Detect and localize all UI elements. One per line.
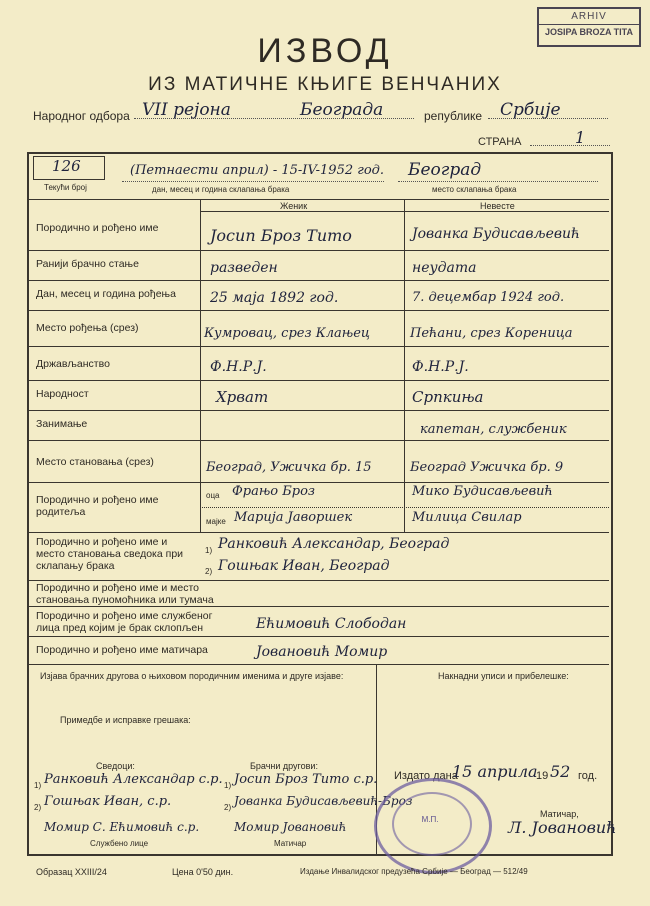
rule bbox=[29, 532, 609, 533]
bride-mother: Милица Свилар bbox=[412, 510, 522, 525]
official-sig-label: Службено лице bbox=[90, 839, 149, 848]
registrar-sig-label: Матичар bbox=[274, 839, 307, 848]
marriage-date-label: дан, месец и година склапања брака bbox=[152, 185, 290, 194]
groom-birthplace: Кумровац, срез Клањец bbox=[204, 326, 370, 341]
remarks-label: Примедбе и исправке грешака: bbox=[60, 715, 191, 725]
issued-year: 52 bbox=[550, 762, 571, 781]
marriage-date: (Петнаести април) - 15-IV-1952 год. bbox=[130, 163, 385, 178]
rule bbox=[29, 580, 609, 581]
issued-prefix: Издато дана bbox=[394, 770, 458, 782]
sig-row-1-number-spouse: 1) bbox=[224, 781, 232, 790]
witnesses-label: Породично и рођено име и место становања сведока при склапању брака bbox=[36, 536, 184, 572]
date-line bbox=[122, 181, 384, 182]
groom-nationality: Хрват bbox=[216, 388, 269, 406]
row-label-citizenship: Држављанство bbox=[36, 358, 110, 370]
groom-name: Јосип Броз Тито bbox=[210, 226, 352, 245]
rule bbox=[200, 507, 609, 508]
rule bbox=[29, 606, 609, 607]
column-bride: Невесте bbox=[480, 201, 515, 211]
signature-witness-1: Ранковић Александар с.р. bbox=[44, 772, 223, 787]
witness-1: Ранковић Александар, Београд bbox=[218, 536, 450, 552]
issued-suffix: год. bbox=[578, 770, 598, 782]
rule bbox=[29, 380, 609, 381]
row-label-name: Породично и рођено име bbox=[36, 222, 159, 234]
father-prefix: оца bbox=[206, 491, 220, 500]
marriage-place-label: место склапања брака bbox=[432, 185, 517, 194]
column-groom: Женик bbox=[280, 201, 308, 211]
groom-citizenship: Ф.Н.Р.Ј. bbox=[210, 359, 267, 375]
page-line bbox=[530, 145, 610, 146]
witness-2-number: 2) bbox=[205, 567, 213, 576]
rule bbox=[29, 482, 609, 483]
footer-price: Цена 0'50 дин. bbox=[172, 867, 234, 877]
row-label-occupation: Занимање bbox=[36, 418, 88, 430]
groom-residence: Београд, Ужичка бр. 15 bbox=[206, 460, 372, 475]
county-value: Београда bbox=[300, 100, 384, 120]
board-value: VII рејона bbox=[142, 100, 231, 120]
signature-witness-2: Гошњак Иван, с.р. bbox=[44, 794, 172, 809]
later-entries-label: Накнадни уписи и прибелешке: bbox=[438, 671, 569, 681]
registry-number-label: Текући број bbox=[44, 183, 87, 192]
row-label-birth-date: Дан, месец и година рођења bbox=[36, 288, 176, 300]
page-value: 1 bbox=[575, 128, 586, 147]
archive-stamp-line2: JOSIPA BROZA TITA bbox=[539, 24, 639, 40]
bride-birthplace: Пећани, срез Кореница bbox=[410, 326, 573, 341]
groom-prior-status: разведен bbox=[210, 260, 278, 276]
signature-registrar: Момир Јовановић bbox=[234, 820, 347, 834]
witness-1-number: 1) bbox=[205, 546, 213, 555]
witnesses-heading: Сведоци: bbox=[96, 761, 135, 771]
page-label: СТРАНА bbox=[478, 136, 522, 148]
official-value: Ећимовић Слободан bbox=[256, 616, 407, 632]
rule bbox=[29, 636, 609, 637]
seal-text: М.П. bbox=[421, 815, 439, 824]
sig-row-2-number-spouse: 2) bbox=[224, 803, 232, 812]
issued-day: 15 априла bbox=[452, 762, 538, 781]
rule bbox=[29, 280, 609, 281]
issued-year-prefix: 19 bbox=[536, 770, 549, 782]
bride-birth-date: 7. децембар 1924 год. bbox=[412, 290, 565, 305]
bride-citizenship: Ф.Н.Р.Ј. bbox=[412, 359, 469, 375]
proxy-label: Породично и рођено име и место становања пуномоћника или тумача bbox=[36, 582, 214, 606]
place-line bbox=[398, 181, 598, 182]
groom-father: Фрањо Броз bbox=[232, 484, 316, 499]
republic-value: Србије bbox=[500, 100, 561, 120]
mother-prefix: мајке bbox=[206, 517, 226, 526]
matichar-signature: Л. Јовановић bbox=[508, 818, 617, 837]
row-label-birthplace: Место рођења (срез) bbox=[36, 322, 139, 334]
registry-number: 126 bbox=[52, 157, 81, 175]
archive-stamp-line1: ARHIV bbox=[571, 11, 607, 22]
footer-form: Образац XXIII/24 bbox=[36, 867, 107, 877]
row-label-nationality: Народност bbox=[36, 388, 89, 400]
rule bbox=[29, 410, 609, 411]
official-seal-inner bbox=[392, 792, 472, 856]
bride-nationality: Српкиња bbox=[412, 388, 484, 406]
rule bbox=[29, 664, 609, 665]
document-title: ИЗВОД bbox=[257, 32, 393, 70]
sig-row-2-number: 2) bbox=[34, 803, 42, 812]
declaration-label: Изјава брачних другова о њиховом породичним именима и друге изјаве: bbox=[40, 671, 344, 681]
rule bbox=[29, 440, 609, 441]
rule bbox=[29, 310, 609, 311]
witness-2: Гошњак Иван, Београд bbox=[218, 558, 390, 574]
marriage-place: Београд bbox=[408, 160, 482, 180]
rule bbox=[29, 250, 609, 251]
republic-label: републике bbox=[424, 109, 483, 123]
row-label-residence: Место становања (срез) bbox=[36, 456, 154, 468]
bride-prior-status: неудата bbox=[412, 260, 477, 276]
groom-mother: Марија Јаворшек bbox=[234, 510, 353, 525]
bride-residence: Београд Ужичка бр. 9 bbox=[410, 460, 564, 475]
signature-spouse-1: Јосип Броз Тито с.р. bbox=[234, 772, 378, 787]
signature-official: Момир С. Ећимовић с.р. bbox=[44, 820, 200, 834]
bride-father: Мико Будисављевић bbox=[412, 484, 553, 499]
matichar-label: Матичар, bbox=[540, 809, 579, 819]
footer-publisher: Издање Инвалидског предузећа Србије — Београд — 512/49 bbox=[300, 867, 528, 876]
rule bbox=[29, 199, 609, 200]
official-label: Породично и рођено име службеног лица пред којим је брак склопљен bbox=[36, 610, 213, 634]
spouses-heading: Брачни другови: bbox=[250, 761, 318, 771]
parents-label: Породично и рођено име родитеља bbox=[36, 494, 159, 518]
registrar-value: Јовановић Момир bbox=[256, 644, 388, 660]
groom-birth-date: 25 маја 1892 год. bbox=[210, 290, 339, 306]
bride-name: Јованка Будисављевић bbox=[412, 226, 581, 242]
rule bbox=[29, 346, 609, 347]
registrar-label: Породично и рођено име матичара bbox=[36, 644, 208, 656]
sig-row-1-number: 1) bbox=[34, 781, 42, 790]
signature-spouse-2: Јованка Будисављевић-Броз bbox=[234, 794, 413, 808]
board-label: Народног одбора bbox=[33, 109, 130, 123]
row-label-prior-status: Ранији брачно стање bbox=[36, 258, 139, 270]
document-subtitle: ИЗ МАТИЧНЕ КЊИГЕ ВЕНЧАНИХ bbox=[148, 74, 502, 95]
bride-occupation: капетан, службеник bbox=[420, 422, 567, 437]
